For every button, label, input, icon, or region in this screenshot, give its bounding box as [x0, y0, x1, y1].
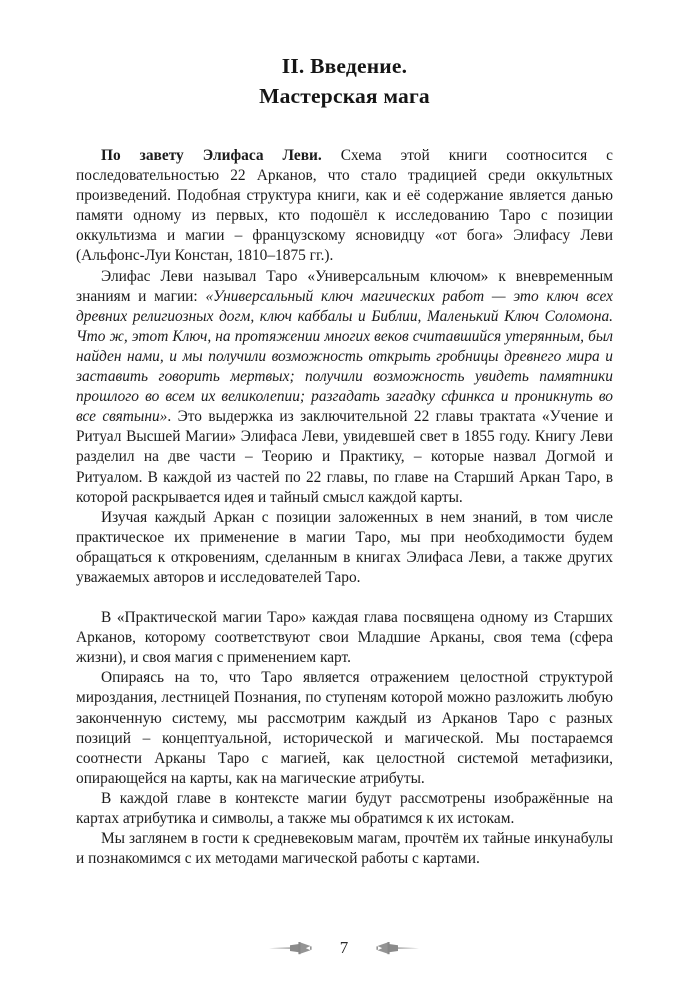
- chapter-title-line-2: Мастерская мага: [259, 84, 430, 108]
- paragraph-lead: [76, 146, 613, 267]
- page-footer: [0, 938, 688, 958]
- paragraph-study: Изучая каждый Аркан с позиции заложенных в нем знаний, в том числе практическое их применение в магии Таро, мы при необходимости будем обращаться к откровениям, сделанным в книгах Элифаса Леви, а также других уважаемых авторов и исследователей Таро.: [76, 508, 613, 586]
- quote-followup-text: . Это выдержка из заключительной 22 главы трактата «Учение и Ритуал Высшей Магии» Элифаса Леви, увидевшей свет в 1855 году. Книгу Леви разделил на две части – Теорию и Практику, – которые назвал Догмой и Ритуалом. В каждой из частей по 22 главы, по главе на Старший Аркан Таро, в которой раскрывается идея и тайный смысл каждой карты.: [76, 408, 614, 506]
- body-text: [76, 146, 613, 869]
- arrow-ornament-right: [361, 938, 419, 958]
- arrow-ornament-left: [269, 938, 327, 958]
- page-content: [76, 52, 613, 869]
- paragraph-group-separator: [76, 588, 613, 608]
- quote-intro-text: Элифас Леви называл Таро «Универсальным ключом» к вневременным знаниям и магии:: [76, 267, 613, 305]
- levi-quotation: «Универсальный ключ магических работ — это ключ всех древних религиозных догм, ключ каббалы и Библии, Маленький Ключ Соломона. Что ж, этот Ключ, на протяжении многих веков считавшийся утерянным, был найден нами, и мы получили возможность открыть гробницы древнего мира и заставить говорить мертвых; получили возможность увидеть памятники прошлого во всем их великолепии; разгадать загадку сфинкса и проникнуть во все святыни»: [76, 287, 613, 426]
- page-number: 7: [339, 938, 349, 957]
- lead-in-phrase: По завету Элифаса Леви.: [101, 147, 322, 164]
- paragraph-attributes: В каждой главе в контексте магии будут рассмотрены изображённые на картах атрибутика и символы, а также мы обратимся к их истокам.: [76, 789, 613, 827]
- page-title: [76, 52, 613, 111]
- chapter-title-line-1: II. Введение.: [281, 54, 408, 78]
- paragraph-quote: [76, 267, 613, 508]
- paragraph-structure: Опираясь на то, что Таро является отражением целостной структурой мироздания, лестницей Познания, по ступеням которой можно разложить любую законченную систему, мы рассмотрим каждый из Арканов Таро с разных позиций – концептуальной, исторической и магической. Мы постараемся соотнести Арканы Таро с магией, как целостной системой метафизики, опирающейся на карты, как на магические атрибуты.: [76, 669, 613, 787]
- paragraph-practical-magic: В «Практической магии Таро» каждая глава посвящена одному из Старших Арканов, которому соответствуют свои Младшие Арканы, своя тема (сфера жизни), и своя магия с применением карт.: [76, 609, 613, 667]
- paragraph-medieval-mages: Мы заглянем в гости к средневековым магам, прочтём их тайные инкунабулы и познакомимся с их методами магической работы с картами.: [76, 830, 613, 868]
- paragraph-lead-text: Схема этой книги соотносится с последовательностью 22 Арканов, что стало традицией среди оккультных произведений. Подобная структура книги, как и её содержание является данью памяти одному из первых, кто подошёл к исследованию Таро с позиции оккультизма и магии – французскому ясновидцу «от бога» Элифасу Леви (Альфонс-Луи Констан, 1810–1875 гг.).: [76, 147, 613, 265]
